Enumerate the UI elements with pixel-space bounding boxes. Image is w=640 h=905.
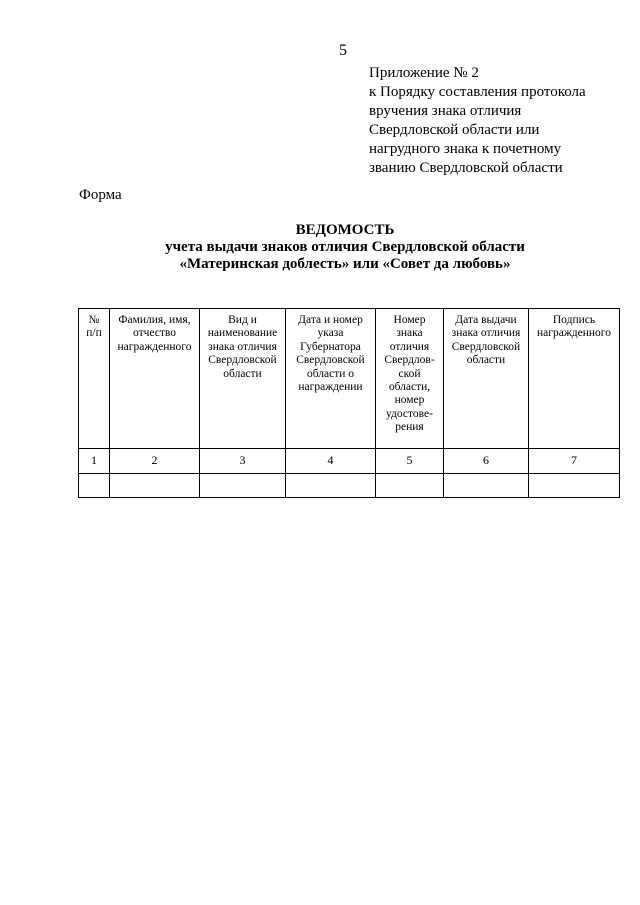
header-text-line: Номер — [393, 314, 426, 326]
appendix-note — [369, 64, 619, 178]
column-number: 4 — [286, 449, 376, 474]
column-number: 2 — [110, 449, 200, 474]
header-text-line: Свердловской — [451, 340, 521, 353]
document-title — [0, 222, 640, 273]
header-cell-decree — [286, 309, 376, 449]
header-text-line: Свердлов- — [384, 354, 435, 367]
header-text-line: награжденного — [537, 327, 611, 340]
header-text-line: Вид и — [228, 314, 257, 326]
appendix-line: Приложение № 2 — [369, 65, 479, 81]
form-label: Форма — [79, 187, 122, 203]
header-row — [79, 309, 620, 449]
header-text-line: указа — [317, 327, 344, 340]
header-cell-award-type — [200, 309, 286, 449]
header-text-line: награжденного — [117, 340, 192, 353]
header-text-line: Свердловской — [208, 354, 277, 367]
appendix-line: нагрудного знака к почетному — [369, 141, 562, 157]
appendix-line: Свердловской области или — [369, 122, 540, 138]
register-table — [78, 308, 620, 498]
header-cell-number — [79, 309, 110, 449]
title-subheading: «Материнская доблесть» или «Совет да любовь» — [179, 256, 511, 272]
header-text-line: Подпись — [552, 314, 596, 326]
header-text-line: наименование — [207, 327, 278, 340]
title-subheading: учета выдачи знаков отличия Свердловской области — [165, 239, 525, 255]
appendix-line: званию Свердловской области — [369, 160, 563, 176]
header-text-line: Дата и номер — [298, 314, 363, 326]
header-text-line: № — [88, 314, 100, 326]
header-text-line: Фамилия, имя, — [118, 314, 191, 326]
header-text-line: ской — [398, 367, 421, 380]
header-text-line: знака — [396, 327, 423, 340]
header-text-line: знака отличия — [208, 340, 277, 353]
header-text-line: награждении — [298, 381, 363, 394]
header-text-line: номер — [394, 394, 425, 407]
header-text-line: рения — [395, 421, 424, 434]
header-text-line: отчество — [132, 327, 177, 340]
empty-cell — [286, 474, 376, 498]
column-number-row — [79, 449, 620, 474]
empty-cell — [376, 474, 444, 498]
empty-cell — [110, 474, 200, 498]
header-cell-signature — [529, 309, 620, 449]
empty-cell — [79, 474, 110, 498]
empty-cell — [529, 474, 620, 498]
column-number: 6 — [444, 449, 529, 474]
title-heading: ВЕДОМОСТЬ — [295, 222, 395, 238]
header-text-line: области о — [306, 367, 355, 380]
appendix-line: вручения знака отличия — [369, 103, 522, 119]
header-cell-name — [110, 309, 200, 449]
column-number: 7 — [529, 449, 620, 474]
header-text-line: области, — [388, 381, 431, 394]
header-cell-badge-number — [376, 309, 444, 449]
header-text-line: удостове- — [386, 407, 433, 420]
column-number: 1 — [79, 449, 110, 474]
header-text-line: знака отличия — [451, 327, 521, 340]
empty-cell — [200, 474, 286, 498]
header-text-line: п/п — [86, 327, 102, 340]
header-text-line: области — [223, 367, 262, 380]
column-number: 3 — [200, 449, 286, 474]
header-text-line: Свердловской — [296, 354, 365, 367]
header-cell-issue-date — [444, 309, 529, 449]
header-text-line: отличия — [389, 340, 430, 353]
column-number: 5 — [376, 449, 444, 474]
header-text-line: области — [466, 354, 506, 367]
empty-row — [79, 474, 620, 498]
page-number: 5 — [339, 42, 347, 59]
appendix-line: к Порядку составления протокола — [369, 84, 586, 100]
header-text-line: Дата выдачи — [455, 314, 517, 326]
empty-cell — [444, 474, 529, 498]
header-text-line: Губернатора — [300, 340, 361, 353]
